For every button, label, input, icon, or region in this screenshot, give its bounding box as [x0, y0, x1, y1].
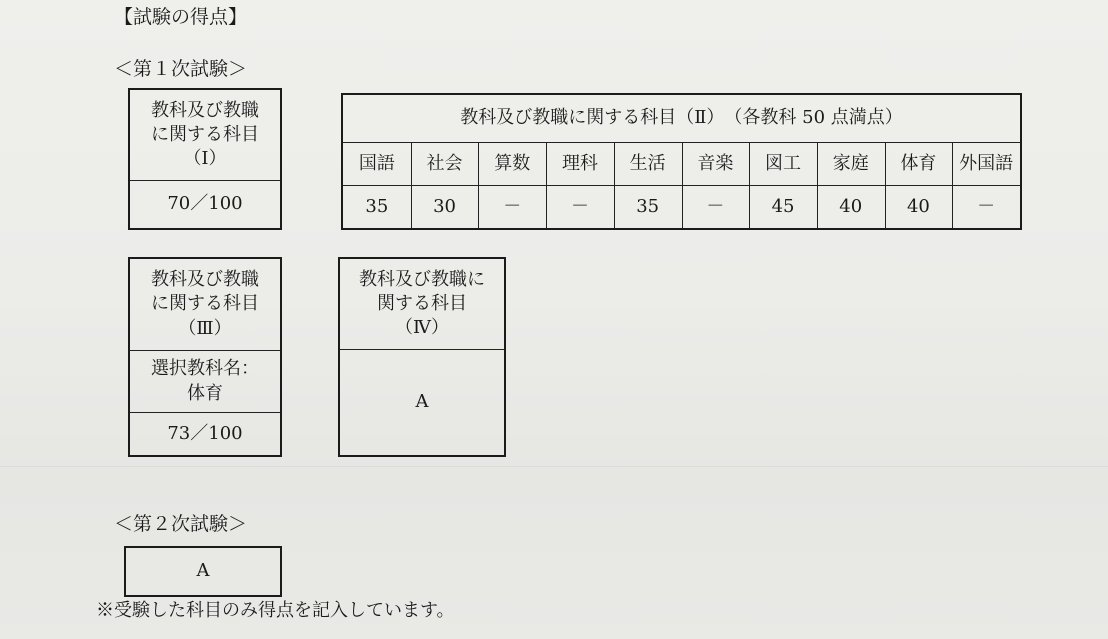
section-heading: 【試験の得点】 [114, 6, 248, 28]
subject3-selected-subject [130, 351, 280, 412]
subject3-selected-value: 体育 [187, 382, 223, 404]
second-exam-grade: A [196, 560, 210, 582]
subject1-box [128, 88, 282, 230]
subject2-column-header: 図工 [765, 152, 802, 174]
subject2-column-header: 生活 [629, 152, 666, 174]
subject4-header-line3: （Ⅳ） [395, 317, 449, 339]
subject2-score-cell: － [570, 195, 589, 217]
subject2-column-header: 社会 [426, 152, 463, 174]
subject2-column-header: 外国語 [959, 152, 1014, 174]
subject2-table [341, 93, 1022, 230]
subject2-column-header: 体育 [900, 152, 937, 174]
subject3-box [128, 257, 282, 457]
subject3-selected-label: 選択教科名： [151, 358, 259, 380]
subject2-score-cell: 35 [636, 195, 660, 217]
subject3-header [130, 259, 280, 350]
subject3-score: 73／100 [167, 422, 243, 444]
subject4-box [338, 257, 506, 457]
subject1-score: 70／100 [167, 193, 243, 215]
subject2-score-cell: － [706, 195, 725, 217]
first-exam-title: ＜第１次試験＞ [114, 58, 248, 80]
subject2-column-header: 国語 [358, 152, 395, 174]
footnote: ※受験した科目のみ得点を記入しています。 [96, 600, 455, 621]
subject2-score-cell: 30 [433, 195, 456, 217]
subject2-score-cell: 35 [365, 195, 389, 217]
subject2-score-cell: 45 [771, 195, 795, 217]
subject1-header-line1: 教科及び教職 [151, 99, 259, 121]
subject2-column-header: 音楽 [697, 152, 734, 174]
subject4-grade: A [415, 391, 429, 413]
subject1-header-line2: に関する科目 [151, 123, 259, 145]
subject4-header-line1: 教科及び教職に [359, 268, 485, 290]
subject2-column-header: 理科 [561, 152, 598, 174]
subject2-column-header: 算数 [494, 152, 531, 174]
subject2-column-header: 家庭 [832, 152, 869, 174]
subject3-header-line2: に関する科目 [151, 293, 259, 315]
subject4-header-line2: 関する科目 [377, 292, 467, 314]
subject1-header [130, 90, 280, 180]
subject3-header-line1: 教科及び教職 [151, 269, 259, 291]
subject2-score-cell: 40 [839, 195, 863, 217]
subject2-score-cell: － [977, 195, 996, 217]
second-exam-title: ＜第２次試験＞ [114, 513, 248, 535]
subject3-header-line3: （Ⅲ） [178, 317, 232, 339]
subject2-grid [343, 143, 1020, 228]
subject1-header-line3: （Ⅰ） [183, 148, 227, 170]
paper-fold [0, 466, 1108, 467]
subject2-header: 教科及び教職に関する科目（Ⅱ） （各教科 50 点満点） [460, 107, 903, 129]
subject2-score-cell: 40 [906, 195, 930, 217]
subject2-score-cell: － [503, 195, 522, 217]
second-exam-box [124, 546, 282, 597]
subject4-header [340, 259, 504, 349]
